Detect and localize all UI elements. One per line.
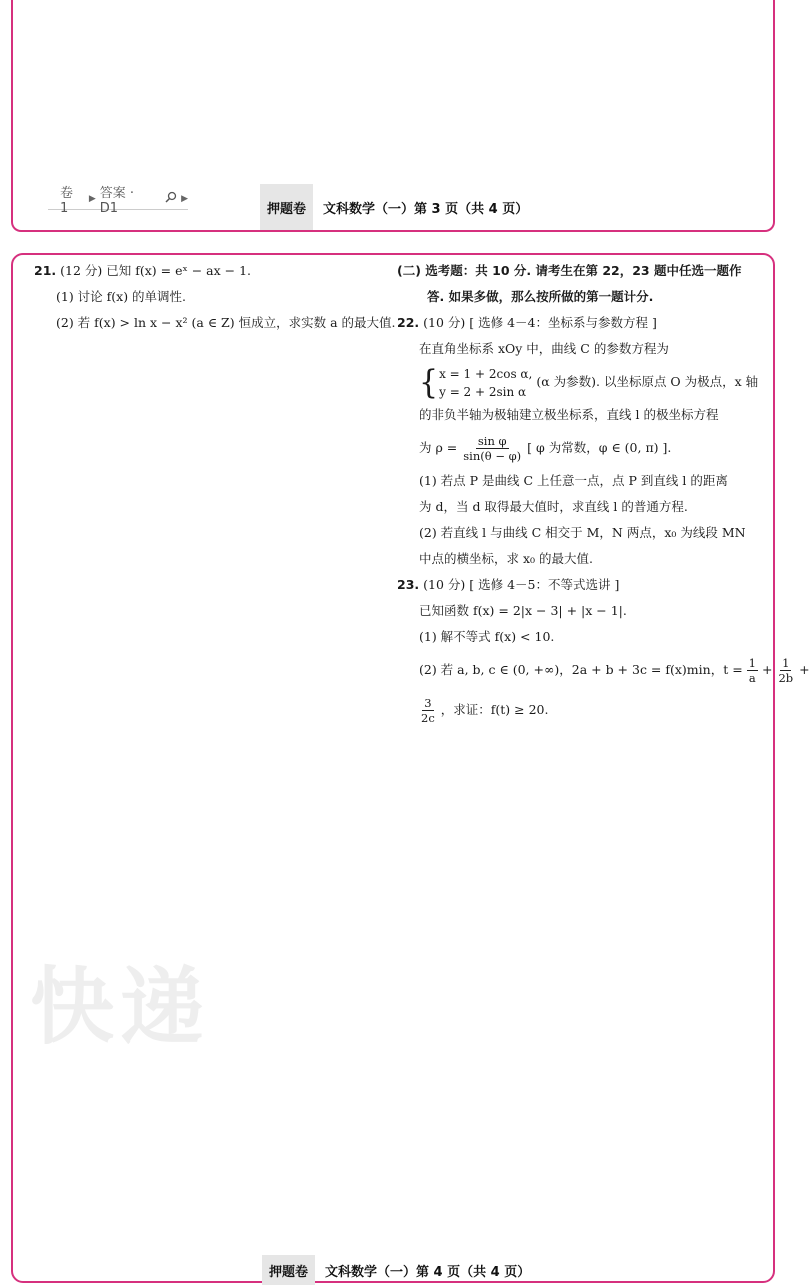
parametric-equation xyxy=(419,362,533,402)
page-3-footer xyxy=(260,184,528,230)
q22-line4-prefix: 为 ρ = xyxy=(419,440,458,455)
left-column xyxy=(34,258,396,336)
section2-line1: (二) 选考题：共 10 分. 请考生在第 22，23 题中任选一题作 xyxy=(397,263,742,278)
q21-part2: (2) 若 f(x) > ln x − x² (a ∈ Z) 恒成立，求实数 a 的最大值. xyxy=(56,315,396,330)
triangle-right-icon: ▶ xyxy=(181,193,188,204)
footer-title: 文科数学（一）第 3 页（共 4 页） xyxy=(323,201,529,217)
footer-label: 押题卷 xyxy=(262,1255,315,1285)
fraction-1-over-a xyxy=(747,656,758,685)
q22-part1-a: (1) 若点 P 是曲线 C 上任意一点，点 P 到直线 l 的距离 xyxy=(419,473,728,488)
q22-line4-suffix: [ φ 为常数，φ ∈ (0, π) ]. xyxy=(527,440,672,455)
q21-stem-row xyxy=(34,258,374,284)
q22-line3: 的非负半轴为极轴建立极坐标系，直线 l 的极坐标方程 xyxy=(419,407,719,422)
fraction-numerator: 1 xyxy=(782,656,790,670)
watermark: 快递 xyxy=(30,958,211,1056)
q21-stem: (12 分) 已知 f(x) = eˣ − ax − 1. xyxy=(60,263,252,278)
q22-part1-b: 为 d，当 d 取得最大值时，求直线 l 的普通方程. xyxy=(419,499,688,514)
q23-part2-b xyxy=(419,690,747,730)
q22-line1: 在直角坐标系 xOy 中，曲线 C 的参数方程为 xyxy=(419,341,669,356)
q23-body xyxy=(397,598,810,730)
q22-part2-a: (2) 若直线 l 与曲线 C 相交于 M，N 两点，x₀ 为线段 MN xyxy=(419,525,746,540)
q21-part1: (1) 讨论 f(x) 的单调性. xyxy=(56,289,187,304)
plus-sign: + xyxy=(761,662,773,677)
q22-stem-row xyxy=(397,310,747,336)
answer-label: 答案 · D1 xyxy=(99,185,134,216)
polar-fraction xyxy=(461,434,523,463)
fraction-denominator: sin(θ − φ) xyxy=(463,449,522,463)
brace-glyph: { xyxy=(419,362,439,402)
page-tag xyxy=(48,185,188,216)
search-icon[interactable] xyxy=(165,191,177,207)
volume-label: 卷 1 xyxy=(60,185,74,216)
page-4-footer xyxy=(262,1255,530,1285)
q23-line1: 已知函数 f(x) = 2|x − 3| + |x − 1|. xyxy=(419,603,627,618)
q23-part2-a xyxy=(419,650,810,690)
q22-line2 xyxy=(419,362,759,402)
fraction-1-over-2b xyxy=(776,656,795,685)
q22-line4 xyxy=(419,428,747,468)
fraction-denominator: 2b xyxy=(778,671,794,685)
fraction-numerator: 1 xyxy=(748,656,756,670)
q23-stem-row xyxy=(397,572,747,598)
equation-lines xyxy=(439,365,532,401)
fraction-numerator: sin φ xyxy=(477,434,507,448)
fraction-denominator: a xyxy=(748,671,756,685)
footer-label: 押题卷 xyxy=(260,184,313,230)
plus-sign: + xyxy=(799,662,810,677)
fraction-denominator: 2c xyxy=(421,711,435,725)
q22-part2-b: 中点的横坐标，求 x₀ 的最大值. xyxy=(419,551,593,566)
triangle-right-icon: ▶ xyxy=(88,193,96,204)
q22-body xyxy=(397,336,759,572)
question-number: 21. xyxy=(34,263,57,278)
question-number: 22. xyxy=(397,315,420,330)
q22-stem: (10 分) [ 选修 4－4：坐标系与参数方程 ] xyxy=(423,315,657,330)
fraction-3-over-2c xyxy=(419,696,437,725)
q23-part1: (1) 解不等式 f(x) < 10. xyxy=(419,629,555,644)
section2-line2: 答. 如果多做，那么按所做的第一题计分. xyxy=(427,289,654,304)
equation-y: y = 2 + 2sin α xyxy=(439,384,527,399)
question-number: 23. xyxy=(397,577,420,592)
q22-line2-text: (α 为参数). 以坐标原点 O 为极点，x 轴 xyxy=(536,374,759,389)
right-column xyxy=(397,258,810,730)
equation-x: x = 1 + 2cos α, xyxy=(439,366,533,381)
q23-stem: (10 分) [ 选修 4－5：不等式选讲 ] xyxy=(423,577,620,592)
q23-part2-suffix: ，求证：f(t) ≥ 20. xyxy=(440,702,549,717)
fraction-numerator: 3 xyxy=(424,696,432,710)
q23-part2-text: (2) 若 a, b, c ∈ (0, +∞)，2a + b + 3c = f(x)min，t = xyxy=(419,662,743,677)
footer-title: 文科数学（一）第 4 页（共 4 页） xyxy=(325,1264,531,1280)
